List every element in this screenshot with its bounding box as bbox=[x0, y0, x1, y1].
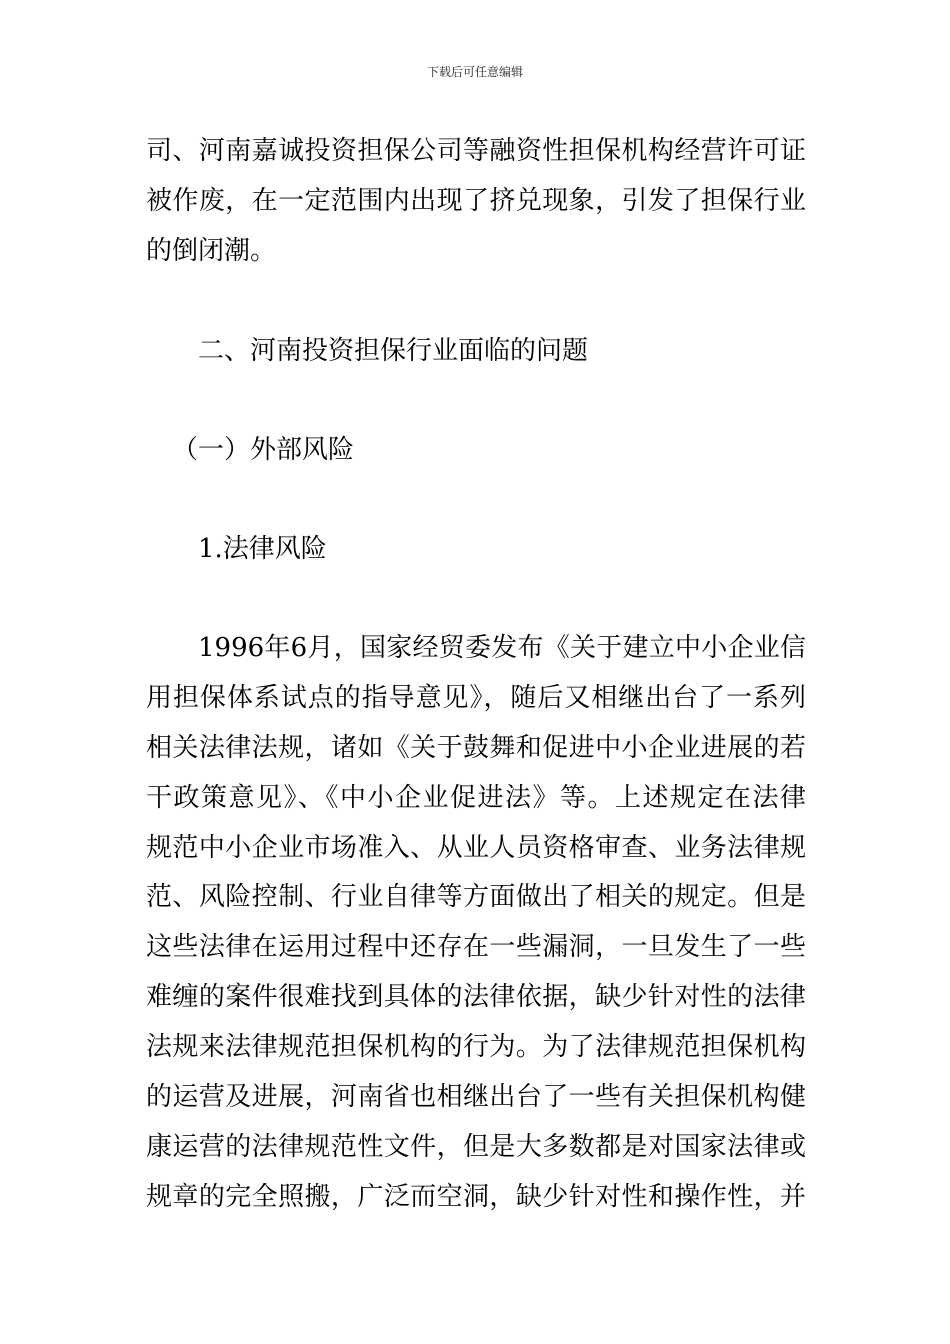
text-line: 规章的完全照搬，广泛而空洞，缺少针对性和操作性，并 bbox=[146, 1182, 806, 1212]
text-line: 法规来法律规范担保机构的行为。为了法律规范担保机构 bbox=[146, 1032, 806, 1062]
text-line: 这些法律在运用过程中还存在一些漏洞，一旦发生了一些 bbox=[146, 932, 806, 962]
subsection-heading-1: （一）外部风险 bbox=[172, 435, 355, 465]
text-line: 的运营及进展，河南省也相继出台了一些有关担保机构健 bbox=[146, 1082, 806, 1112]
text-line: 1996年6月，国家经贸委发布《关于建立中小企业信 bbox=[198, 633, 806, 663]
text-line: 干政策意见》、《中小企业促进法》等。上述规定在法律 bbox=[146, 783, 806, 813]
text-line: 难缠的案件很难找到具体的法律依据，缺少针对性的法律 bbox=[146, 982, 806, 1012]
text-line: 范、风险控制、行业自律等方面做出了相关的规定。但是 bbox=[146, 882, 806, 912]
text-line: 康运营的法律规范性文件，但是大多数都是对国家法律或 bbox=[146, 1132, 806, 1162]
text-line: 被作废，在一定范围内出现了挤兑现象，引发了担保行业 bbox=[146, 186, 806, 216]
page-header: 下载后可任意编辑 bbox=[426, 65, 523, 79]
text-line: 相关法律法规，诸如《关于鼓舞和促进中小企业进展的若 bbox=[146, 733, 806, 763]
text-line: 司、河南嘉诚投资担保公司等融资性担保机构经营许可证 bbox=[146, 136, 806, 166]
item-heading-1: 1.法律风险 bbox=[198, 534, 327, 564]
text-line: 的倒闭潮。 bbox=[146, 236, 277, 266]
text-line: 用担保体系试点的指导意见》，随后又相继出台了一系列 bbox=[146, 683, 806, 713]
text-line: 规范中小企业市场准入、从业人员资格审查、业务法律规 bbox=[146, 833, 806, 863]
section-heading-2: 二、河南投资担保行业面临的问题 bbox=[198, 336, 589, 366]
